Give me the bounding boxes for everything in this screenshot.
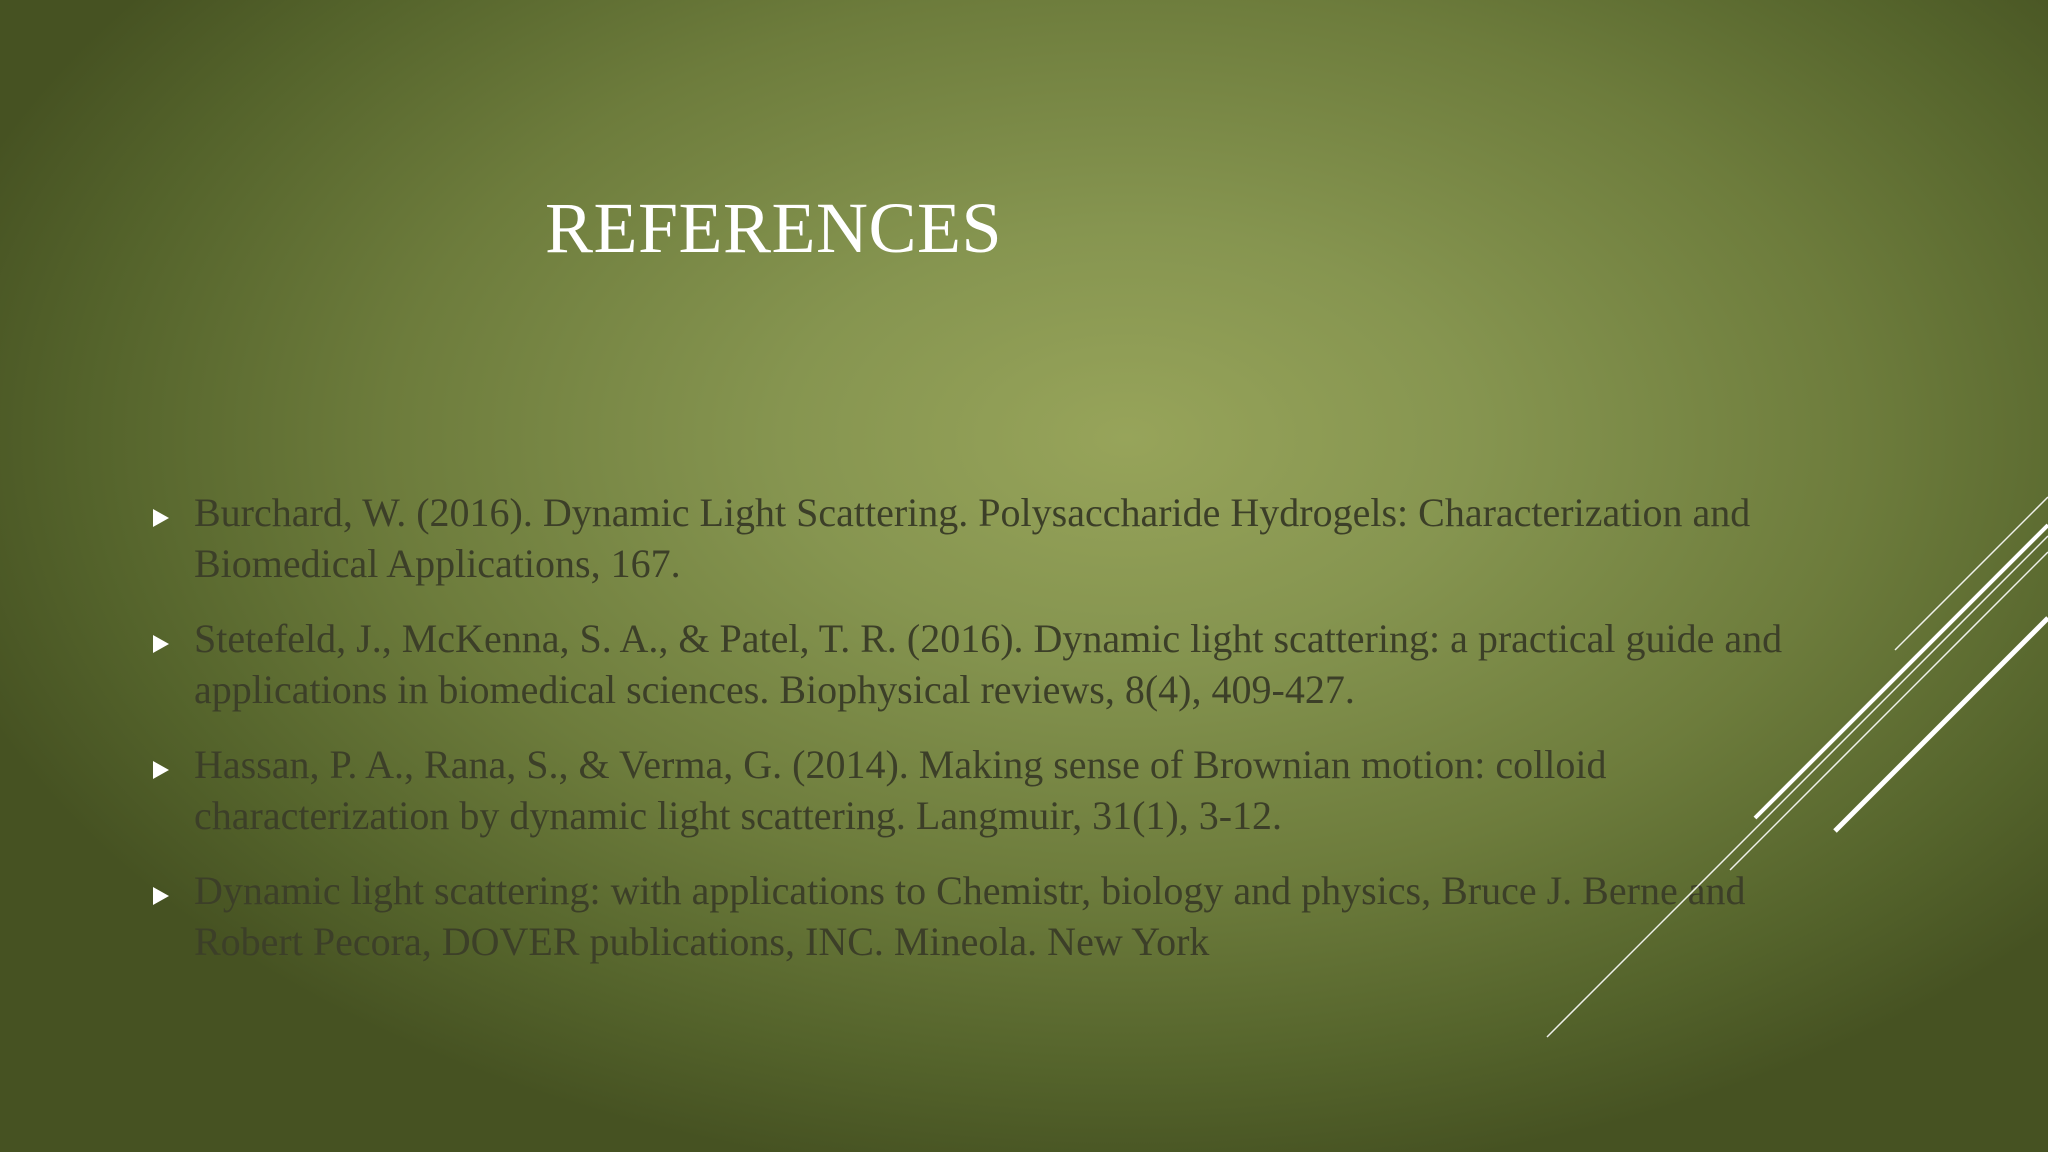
reference-text: Dynamic light scattering: with applications to Chemistr, biology and physics, Bruce J. Berne and Robert Pecora, DOVER publications, INC. Mineola. New York xyxy=(194,868,1746,964)
reference-text: Stetefeld, J., McKenna, S. A., & Patel, T. R. (2016). Dynamic light scattering: a practical guide and applications in biomedical sciences. Biophysical reviews, 8(4), 409-427. xyxy=(194,616,1783,712)
reference-text: Burchard, W. (2016). Dynamic Light Scattering. Polysaccharide Hydrogels: Characterization and Biomedical Applications, 167. xyxy=(194,490,1751,586)
decorative-line xyxy=(1835,618,2048,831)
decorative-line xyxy=(1895,497,2048,650)
decorative-line xyxy=(1547,536,2048,1037)
slide-title: REFERENCES xyxy=(545,188,1003,268)
decorative-line xyxy=(1755,525,2048,818)
reference-text: Hassan, P. A., Rana, S., & Verma, G. (2014). Making sense of Brownian motion: colloid characterization by dynamic light scattering. Langmuir, 31(1), 3-12. xyxy=(194,742,1607,838)
decorative-line xyxy=(1730,552,2048,870)
